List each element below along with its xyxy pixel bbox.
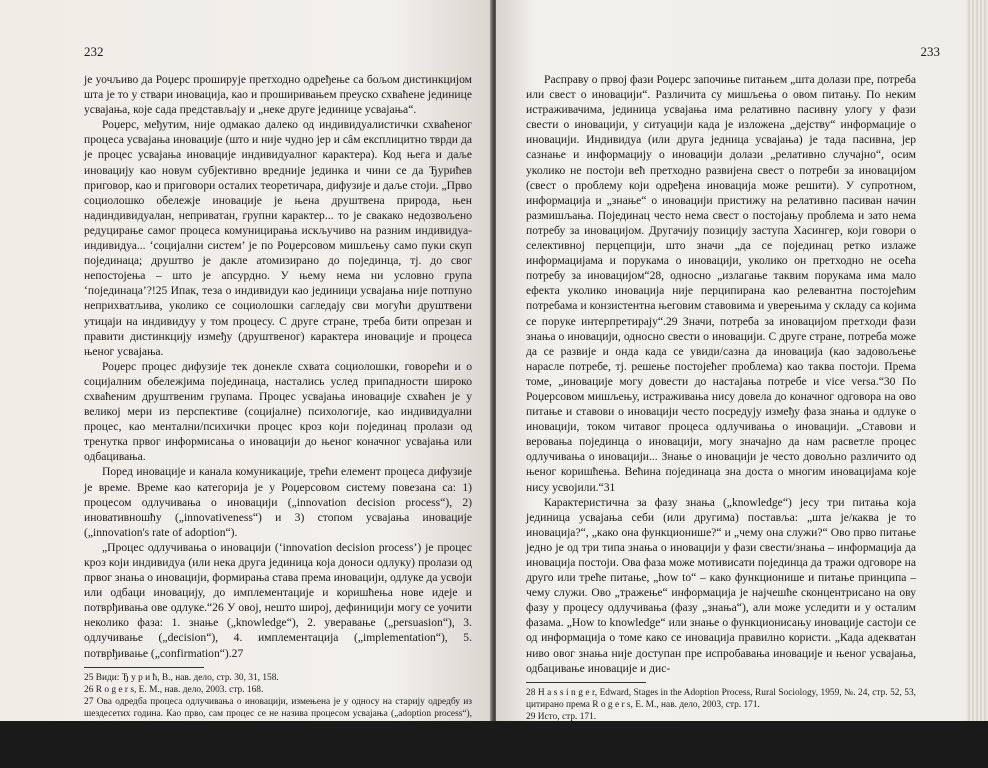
footnote: 31 Исто, стр. 174. — [526, 735, 597, 746]
paragraph: Расправу о првој фази Роџерс започиње питањем „шта долази пре, потреба или свест о иновацији“. Различита су мишљења о овом питању. По неким истраживачима, јединица усвајања има релативно пасивну улогу у фази свести о иновацији, у ситуацији када је изложена „дејству“ информације о иновацији. Индивидуа (или друга једница усвајања) је тада пасивна, јер сазнање и информацију о иновацији долази „релативно случајно“, осим уколико не постоји већ претходно развијена свест о потреби за иновацијом (свест о проблему који одређена иновација може решити). У супротном, информација и „знање“ о иновацији пристижу на релативно пасиван начин размишљања. Појединац често нема свест о постојању проблема и зато нема потребу за иновацијом. Другачију позицију заступа Хасингер, који говори о селективној перцепцији, што значи „да се појединац ретко излаже информацијама и порукама о иновацији, уколико он претходно не осећа потребу за иновацијом“28, односно „излагање таквим порукама има мало ефекта уколико иновација није перципирана као релевантна постојећим потребама и конзистентна његовим ставовима и уверењима у складу са којима се поруке интерпретирају“.29 Значи, потреба за иновацијом претходи фази знања о иновацији, односно свести о иновацији. С друге стране, потреба може да се развије и онда када се увиди/сазна да иновација (као задовољење нарасле потребе, тј. решење постојећег проблема) као таква постоји. Према томе, „иновације могу довести до настајања потребе и vice versa.“30 По Роџерсовом мишљењу, истраживања нису довела до коначног одговора на ово питање и ставови о иновацији често посредују између фаза знања и одлуке о иновацији, током читавог процеса одлучивања о иновацији. „Ставови и веровања појединца о иновацији, могу значајно да нам расветле процес одлучивања о иновацији... Знање о иновацији је често довољно различито од њеног коришћења. Већина појединаца зна доста о многим иновацијама које нису усвојили.“31 — [526, 73, 916, 494]
body-text — [84, 72, 472, 768]
paragraph: Роџерс, међутим, није одмакао далеко од индивидуалистички схваћеног процеса усвајања иновације (што и није чудно јер и сâм експлицитно тврди да је процес усвајања иновације индивидуалног карактера). Код њега и даље иновацију као новум субјективно вредније јединка и чини се да Ђурићев приговор, као и приговори осталих теоретичара, дифузије и даље стоји. „Прво социолошко обележје иновације је њена друштвена природа, њен надиндивидуалан, неприватан, групни карактер... то је свакако недозвољено редуцирање самог процеса комуницирања искључиво на разним индивидуа-индивидуа... ‘социјални систем’ је по Роџерсовом мишљењу само пуки скуп појединаца; друштво је дакле атомизирано до појединца, тј. до свог непостојења – што је апсурдно. У њему нема ни условно група ‘појединаца’?!25 Ипак, теза о индивидуи као јединици усвајања није потпуно неприхватљива, уколико се социолошки сагледају сви могући друштвени утицаји на индивидуу у том процесу. С друге стране, треба бити опрезан и правити дистинкцију између (друштвеног) карактера иновације и процеса њеног усвајања. — [84, 118, 472, 358]
footnote: 27 Ова одредба процеса одлучивања о иновацији, измењена је у односу на старију одредбу из шездесетих година. Као прво, сам процес се не назива процесом усвајања („adoption process“), него процесом одлучивања о иновацији („innovation-decision process“). У ранијем процесу усвајања фазе су гласиле: 1) фаза свести („awareness“), 2) фаза заинтересованости („interest“), 3) фаза оцењивања („evaluation“), 4) фаза искушавања („trial“) и 5) фаза усвајања („adoption“), R o g e r s, E. M., Diffusion of innovations, 1962., стр. 81. — [84, 696, 472, 767]
footnote: 26 R o g e r s, E. M., нав. дело, 2003. стр. 168. — [84, 684, 264, 695]
footnote: 30 R o g e r s, E. M., нав. дело, 2003, стр. 172. — [526, 723, 706, 734]
paragraph: Поред иновације и канала комуникације, трећи елемент процеса дифузије је време. Време као категорија је у Роџерсовом систему повезана са: 1) процесом одлучивања о иновацији („innovation decision process“), 2) иновативношћу („innovativeness“) и 3) стопом усвајања иновације („innovation's rate of adoption“). — [84, 465, 472, 539]
footnote: 29 Исто, стр. 171. — [526, 711, 597, 722]
paragraph: Роџерс процес дифузије тек донекле схвата социолошки, говорећи и о социјалним обележјима појединаца, настались услед припадности широко схваћеним друштвеним групама. Процес усвајања иновације схваћен је у великој мери из перспективе (социјалне) психологије, као индивидуални процес, као ментални/психички процес кроз који појединац пролази од тренутка првог информисања о иновацији до њеног коначног усвајања или одбацивања. — [84, 359, 472, 464]
paragraph: „Процес одлучивања о иновацији (‘innovation decision process’) је процес кроз који индивидуа (или нека друга јединица која доноси одлуку) пролази од првог знања о иновацији, формирања става према иновацији, одлуке да усвоји или одбаци иновацију, до имплементације и коришћења нове идеје и потврђивања ове одлуке.“26 У овој, нешто широј, дефиницији могу се уочити неколико фаза: 1. знање („knowledge“), 2. уверавање („persuasion“), 3. одлучивање („decision“), 4. имплементација („implementation“), 5. потврђивање („confirmation“).27 — [84, 540, 472, 660]
footnote: 28 H a s s i n g e r, Edward, Stages in the Adoption Process, Rural Sociology, 1959, №. 24, стр. 52, 53, цитирано према R o g e r s, E. M., нав. дело, 2003, стр. 171. — [526, 687, 916, 710]
footnote-divider — [526, 682, 646, 683]
page-number: 233 — [920, 44, 940, 59]
page-number: 232 — [84, 44, 104, 59]
page-edges — [966, 0, 988, 721]
right-page — [496, 0, 988, 746]
footnote-divider — [84, 667, 204, 668]
body-text — [526, 72, 916, 747]
paragraph: Карактеристична за фазу знања („knowledge“) јесу три питања која јединица усвајања себи (или другима) поставља: „шта је/каква је то иновација?“, „како она функционише?“ и „чему она служи?“ Ово прво питање једно је од три типа знања о иновацији у фази свести/знања – информација да иновација постоји. Ова фаза може мотивисати појединца да тражи одговоре на друго или треће питање, „how to“ – како функционише и питање принципа – чему служи. Ово „тражење“ информација је најчешће сконцентрисано на ову фазу у процесу одлучивања (фазу „знања“), али може уследити и у осталим фазама. „How to knowledge“ или знање о функционисању иновације састоји се од информација о томе како се иновација правилно користи. „Када адекватан ниво овог знања није доступан пре испробавања иновације и њеног усвајања, одбацивање иновације и дис- — [526, 495, 916, 675]
paragraph: је уочљиво да Роџерс проширује претходно одређење са бољом дистинкцијом шта је то у ствари иновација, као и проширивањем преуско схваћене јединице усвајања, које сада представљају и „неке друге јединице усвајања“. — [84, 73, 472, 117]
footnote: 25 Види: Ђ у р и ћ, В., нав. дело, стр. 30, 31, 158. — [84, 672, 279, 683]
left-page — [0, 0, 492, 767]
